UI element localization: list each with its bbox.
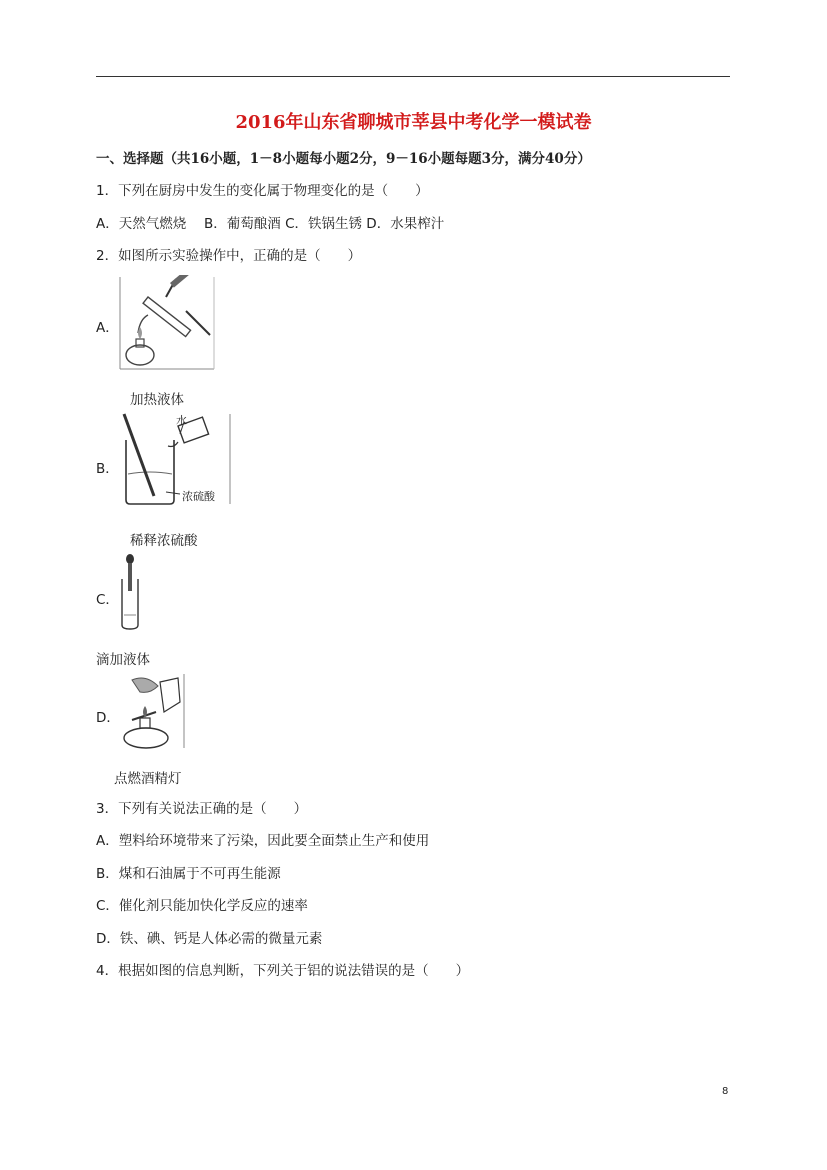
question-4-stem: 4．根据如图的信息判断，下列关于铝的说法错误的是（ ） (96, 963, 470, 979)
page-number: 8 (722, 1086, 729, 1097)
option-d-label: D． (96, 710, 120, 726)
option-c-caption: 滴加液体 (96, 652, 150, 668)
question-1-options: A．天然气燃烧 B．葡萄酿酒 C．铁锅生锈 D．水果榨汁 (96, 216, 445, 232)
question-1-stem: 1．下列在厨房中发生的变化属于物理变化的是（ ） (96, 183, 429, 199)
option-b-label: B． (96, 461, 119, 477)
option-c-label: C． (96, 592, 119, 608)
option-b-caption: 稀释浓硫酸 (130, 533, 198, 549)
option-a-label: A． (96, 320, 119, 336)
option-d-caption: 点燃酒精灯 (114, 771, 182, 787)
dropper-figure (118, 553, 142, 631)
page-title: 2016年山东省聊城市莘县中考化学一模试卷 (235, 112, 592, 133)
question-3-stem: 3．下列有关说法正确的是（ ） (96, 801, 308, 817)
alcohol-lamp-figure (118, 672, 186, 750)
header-rule (96, 76, 730, 77)
acid-label: 浓硫酸 (182, 490, 215, 503)
water-label: 水 (176, 414, 187, 427)
question-3-option-b: B．煤和石油属于不可再生能源 (96, 866, 281, 882)
section-heading: 一、选择题（共16小题，1－8小题每小题2分，9－16小题每题3分，满分40分） (96, 151, 591, 167)
heating-liquid-figure (118, 275, 216, 371)
option-a-caption: 加热液体 (130, 392, 184, 408)
question-2-stem: 2．如图所示实验操作中，正确的是（ ） (96, 248, 362, 264)
question-3-option-a: A．塑料给环境带来了污染，因此要全面禁止生产和使用 (96, 833, 430, 849)
question-3-option-c: C．催化剂只能加快化学反应的速率 (96, 898, 308, 914)
question-3-option-d: D．铁、碘、钙是人体必需的微量元素 (96, 931, 323, 947)
